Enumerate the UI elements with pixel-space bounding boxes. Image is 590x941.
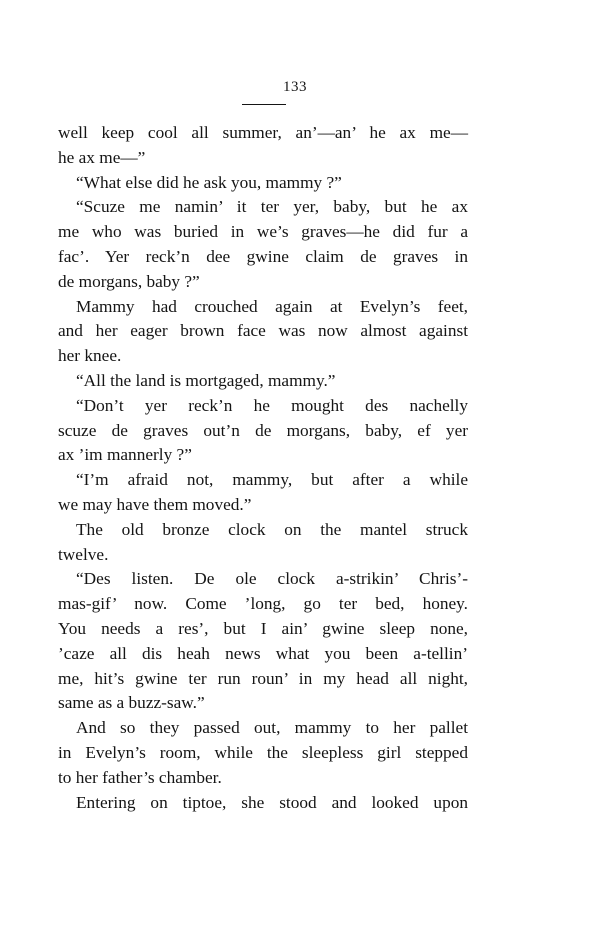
header-rule: [242, 104, 286, 105]
text-line: And so they passed out, mammy to her pallet: [76, 718, 468, 738]
text-line: scuze de graves out’n de morgans, baby, ef yer: [58, 420, 468, 440]
text-line: same as a buzz-saw.”: [58, 693, 205, 713]
text-line: and her eager brown face was now almost against: [58, 321, 468, 341]
text-line: Mammy had crouched again at Evelyn’s feet,: [76, 296, 468, 316]
text-line: we may have them moved.”: [58, 494, 252, 514]
text-line: “Don’t yer reck’n he mought des nachelly: [76, 395, 468, 415]
text-line: “All the land is mortgaged, mammy.”: [76, 370, 336, 390]
text-line: well keep cool all summer, an’—an’ he ax me—: [58, 123, 468, 142]
text-line: mas-gif’ now. Come ’long, go ter bed, honey.: [58, 594, 468, 614]
text-line: “I’m afraid not, mammy, but after a while: [76, 470, 468, 490]
text-line: ’caze all dis heah news what you been a-tellin’: [58, 643, 468, 663]
text-line: The old bronze clock on the mantel struck: [76, 519, 468, 539]
text-line: in Evelyn’s room, while the sleepless girl stepped: [58, 742, 468, 762]
text-line: fac’. Yer reck’n dee gwine claim de graves in: [58, 246, 468, 266]
text-line: to her father’s chamber.: [58, 767, 222, 787]
text-line: “Scuze me namin’ it ter yer, baby, but he ax: [76, 197, 468, 217]
text-line: me, hit’s gwine ter run roun’ in my head all night,: [58, 668, 468, 688]
page-number: 133: [283, 79, 307, 95]
text-line: “What else did he ask you, mammy ?”: [76, 172, 342, 192]
text-line: her knee.: [58, 346, 122, 366]
body-text: [58, 121, 468, 815]
text-line: he ax me—”: [58, 147, 146, 167]
text-line: You needs a res’, but I ain’ gwine sleep none,: [58, 618, 468, 638]
text-line: twelve.: [58, 544, 109, 564]
text-line: de morgans, baby ?”: [58, 271, 200, 291]
text-line: “Des listen. De ole clock a-strikin’ Chris’-: [76, 569, 468, 589]
text-line: Entering on tiptoe, she stood and looked upon: [76, 792, 468, 812]
text-line: me who was buried in we’s graves—he did fur a: [58, 222, 468, 242]
text-line: ax ’im mannerly ?”: [58, 445, 192, 465]
